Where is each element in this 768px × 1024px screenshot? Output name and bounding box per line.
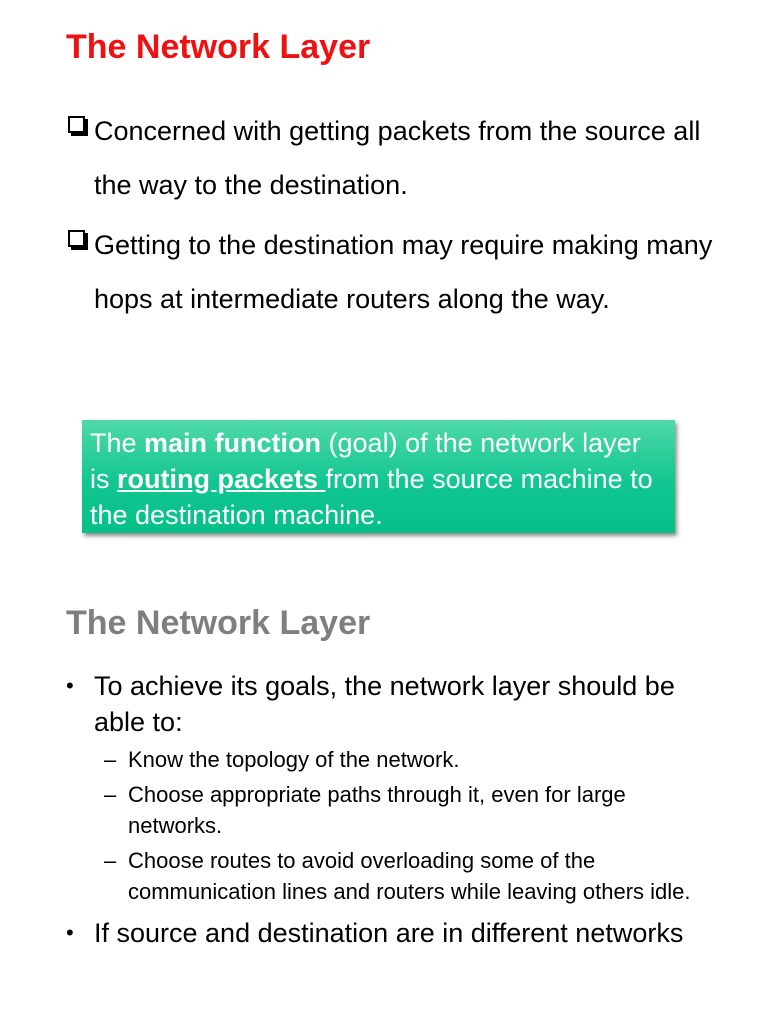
slide1-bullet-2-text: Getting to the destination may require making many hops at intermediate routers along the way. [94, 230, 713, 314]
sub-item-3-text: Choose routes to avoid overloading some of the communication lines and routers while leaving others idle. [128, 848, 691, 904]
sub-item-3 [104, 845, 726, 907]
callout-routing-packets: routing packets [117, 464, 326, 494]
slide2-bullet-1-text: To achieve its goals, the network layer should be able to: [94, 671, 675, 737]
slide1-bullet-1 [66, 104, 726, 212]
slide1-bullet-2 [66, 218, 726, 326]
sub-item-2 [104, 779, 726, 841]
slide1-title: The Network Layer [66, 28, 371, 66]
callout-main-function: main function [144, 428, 322, 458]
sub-item-1-text: Know the topology of the network. [128, 747, 460, 772]
slide2-bullet-list [66, 668, 726, 959]
slide1-bullet-list [66, 104, 726, 332]
slide2-bullet-2 [66, 915, 726, 951]
slide2-sub-list [94, 744, 726, 907]
callout-text-3: from the source machine to the destination machine. [90, 464, 653, 530]
callout-text-2: (goal) of the network layer is [90, 428, 641, 494]
sub-item-1 [104, 744, 726, 775]
slide2-title: The Network Layer [66, 604, 371, 642]
square-bullet-icon [68, 230, 85, 247]
callout-text-1: The [90, 428, 145, 458]
slide2-bullet-1 [66, 668, 726, 907]
dash-bullet-icon: – [104, 782, 117, 807]
bullet-dot-icon: • [66, 673, 74, 698]
dash-bullet-icon: – [104, 747, 117, 772]
slide1-bullet-1-text: Concerned with getting packets from the source all the way to the destination. [94, 116, 701, 200]
dash-bullet-icon: – [104, 848, 117, 873]
bullet-dot-icon: • [66, 920, 74, 945]
sub-item-2-text: Choose appropriate paths through it, even for large networks. [128, 782, 626, 838]
slide2-bullet-2-text: If source and destination are in different networks [94, 918, 684, 948]
square-bullet-icon [68, 116, 85, 133]
main-function-callout [82, 420, 675, 533]
